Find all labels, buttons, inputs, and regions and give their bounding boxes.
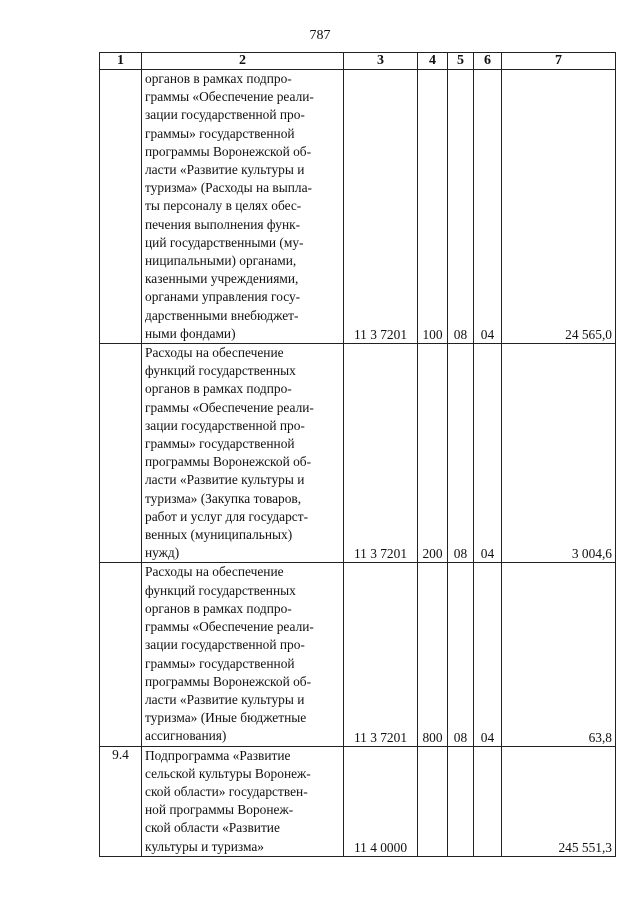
column-header-1: 1	[100, 53, 142, 70]
section-cell: 08	[448, 70, 474, 344]
description-line: культуры и туризма»	[145, 838, 264, 854]
amount-cell: 63,8	[502, 563, 616, 746]
description-line: ной программы Воронеж-	[145, 802, 294, 818]
expense-type-cell: 800	[418, 563, 448, 746]
row-number-cell	[100, 344, 142, 563]
column-header-3: 3	[344, 53, 418, 70]
description-line: ласти «Развитие культуры и	[145, 691, 305, 707]
description-line: ассигнования)	[145, 728, 227, 744]
section-cell	[448, 746, 474, 856]
section-cell: 08	[448, 563, 474, 746]
description-cell	[142, 70, 344, 344]
table-row	[100, 344, 616, 563]
subsection-cell: 04	[474, 70, 502, 344]
table-row	[100, 746, 616, 856]
description-line: ными фондами)	[145, 325, 236, 341]
description-line: венных (муниципальных)	[145, 527, 293, 543]
description-line: ской области» государствен-	[145, 783, 308, 799]
description-line: туризма» (Иные бюджетные	[145, 710, 307, 726]
description-line: ций государственными (му-	[145, 234, 304, 250]
description-line: дарственными внебюджет-	[145, 307, 299, 323]
description-line: казенными учреждениями,	[145, 271, 299, 287]
row-number-cell	[100, 563, 142, 746]
description-line: Расходы на обеспечение	[145, 564, 284, 580]
description-line: ниципальными) органами,	[145, 253, 297, 269]
section-cell: 08	[448, 344, 474, 563]
description-line: ской области «Развитие	[145, 820, 280, 836]
amount-cell: 245 551,3	[502, 746, 616, 856]
target-article-cell: 11 3 7201	[344, 70, 418, 344]
row-number-cell	[100, 70, 142, 344]
description-line: органов в рамках подпро-	[145, 600, 292, 616]
description-line: ласти «Развитие культуры и	[145, 162, 305, 178]
column-header-5: 5	[448, 53, 474, 70]
description-line: туризма» (Расходы на выпла-	[145, 180, 312, 196]
expense-type-cell	[418, 746, 448, 856]
page-number: 787	[309, 28, 331, 43]
expense-type-cell: 100	[418, 70, 448, 344]
description-line: работ и услуг для государст-	[145, 508, 309, 524]
description-line: сельской культуры Воронеж-	[145, 765, 311, 781]
description-line: нужд)	[145, 545, 180, 561]
expense-type-cell: 200	[418, 344, 448, 563]
subsection-cell	[474, 746, 502, 856]
description-line: граммы «Обеспечение реали-	[145, 89, 314, 105]
description-cell	[142, 563, 344, 746]
description-line: граммы «Обеспечение реали-	[145, 619, 314, 635]
table-row	[100, 70, 616, 344]
description-line: органов в рамках подпро-	[145, 71, 292, 86]
description-line: зации государственной про-	[145, 637, 305, 653]
description-line: программы Воронежской об-	[145, 454, 312, 470]
description-line: органами управления госу-	[145, 289, 301, 305]
target-article-cell: 11 4 0000	[344, 746, 418, 856]
table-row	[100, 563, 616, 746]
description-line: печения выполнения функ-	[145, 216, 301, 232]
target-article-cell: 11 3 7201	[344, 563, 418, 746]
target-article-cell: 11 3 7201	[344, 344, 418, 563]
column-header-2: 2	[142, 53, 344, 70]
description-line: граммы» государственной	[145, 436, 295, 452]
description-line: граммы» государственной	[145, 125, 295, 141]
description-line: зации государственной про-	[145, 107, 305, 123]
description-line: граммы» государственной	[145, 655, 295, 671]
budget-table	[99, 52, 616, 857]
description-line: программы Воронежской об-	[145, 673, 312, 689]
subsection-cell: 04	[474, 344, 502, 563]
description-line: органов в рамках подпро-	[145, 381, 292, 397]
amount-cell: 3 004,6	[502, 344, 616, 563]
description-line: граммы «Обеспечение реали-	[145, 399, 314, 415]
column-header-7: 7	[502, 53, 616, 70]
column-header-6: 6	[474, 53, 502, 70]
row-number-cell: 9.4	[100, 746, 142, 856]
description-line: ласти «Развитие культуры и	[145, 472, 305, 488]
column-header-4: 4	[418, 53, 448, 70]
subsection-cell: 04	[474, 563, 502, 746]
description-line: Подпрограмма «Развитие	[145, 747, 291, 763]
description-line: функций государственных	[145, 363, 296, 379]
header-row	[100, 53, 616, 70]
description-line: программы Воронежской об-	[145, 143, 312, 159]
description-cell	[142, 344, 344, 563]
description-line: Расходы на обеспечение	[145, 345, 284, 361]
description-line: функций государственных	[145, 582, 296, 598]
amount-cell: 24 565,0	[502, 70, 616, 344]
description-line: туризма» (Закупка товаров,	[145, 490, 302, 506]
description-line: ты персоналу в целях обес-	[145, 198, 302, 214]
description-line: зации государственной про-	[145, 417, 305, 433]
description-cell	[142, 746, 344, 856]
